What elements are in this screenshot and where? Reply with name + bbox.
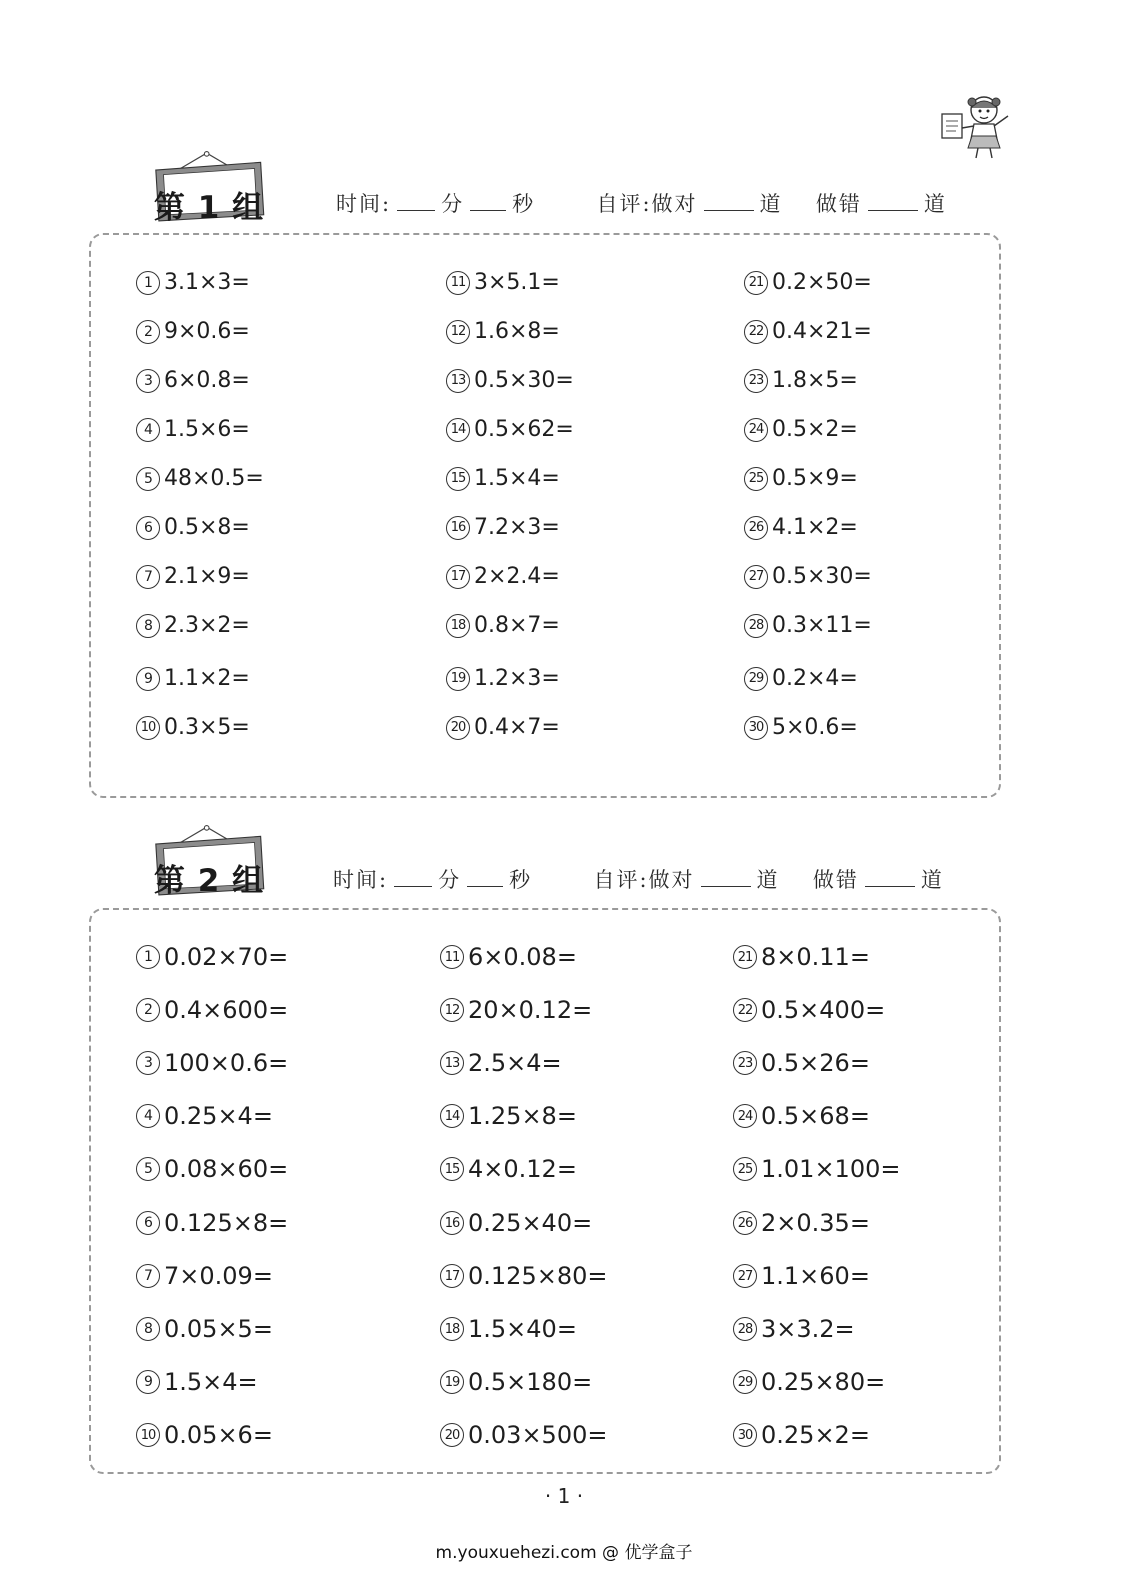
- problem-item: [744, 417, 858, 442]
- problem-item: [440, 1209, 592, 1237]
- problem-number: 29: [733, 1370, 757, 1394]
- problem-item: [446, 319, 560, 344]
- problem-item: [744, 515, 858, 540]
- score-header: [336, 188, 947, 218]
- problem-item: [136, 1049, 288, 1077]
- minutes-blank[interactable]: [394, 870, 432, 887]
- problem-item: [136, 1155, 288, 1183]
- problem-number: 7: [136, 1264, 160, 1288]
- correct-count-blank[interactable]: [701, 870, 751, 887]
- problem-expression: 3×5.1=: [474, 270, 560, 295]
- problem-number: 18: [446, 614, 470, 638]
- problem-expression: 1.01×100=: [761, 1155, 901, 1183]
- problem-expression: 4.1×2=: [772, 515, 858, 540]
- seconds-blank[interactable]: [467, 870, 503, 887]
- problem-expression: 1.1×60=: [761, 1262, 870, 1290]
- problem-item: [744, 270, 872, 295]
- problem-number: 4: [136, 418, 160, 442]
- problem-item: [446, 666, 560, 691]
- problem-item: [733, 943, 870, 971]
- problem-expression: 0.5×30=: [474, 368, 574, 393]
- problem-number: 14: [440, 1104, 464, 1128]
- problem-item: [136, 1368, 258, 1396]
- problem-item: [446, 715, 560, 740]
- problem-number: 13: [446, 369, 470, 393]
- problem-item: [446, 466, 560, 491]
- problem-number: 25: [733, 1157, 757, 1181]
- problem-number: 21: [733, 945, 757, 969]
- problem-expression: 5×0.6=: [772, 715, 858, 740]
- problem-expression: 0.05×6=: [164, 1421, 273, 1449]
- seconds-blank[interactable]: [470, 194, 506, 211]
- problem-expression: 0.5×68=: [761, 1102, 870, 1130]
- problem-number: 15: [440, 1157, 464, 1181]
- problem-expression: 1.2×3=: [474, 666, 560, 691]
- problem-expression: 1.8×5=: [772, 368, 858, 393]
- problem-number: 27: [733, 1264, 757, 1288]
- problem-expression: 7×0.09=: [164, 1262, 273, 1290]
- problem-item: [136, 319, 250, 344]
- problem-item: [446, 270, 560, 295]
- problem-number: 30: [744, 716, 768, 740]
- wrong-label: 做错: [812, 868, 859, 892]
- problem-expression: 0.5×62=: [474, 417, 574, 442]
- problem-number: 17: [446, 565, 470, 589]
- problem-expression: 0.3×11=: [772, 613, 872, 638]
- problem-item: [136, 1421, 273, 1449]
- problem-number: 23: [733, 1051, 757, 1075]
- problem-item: [136, 1102, 273, 1130]
- problem-item: [733, 1421, 870, 1449]
- problem-expression: 0.25×4=: [164, 1102, 273, 1130]
- problem-item: [136, 1209, 288, 1237]
- problem-item: [136, 515, 250, 540]
- problem-expression: 2×2.4=: [474, 564, 560, 589]
- problem-expression: 0.2×50=: [772, 270, 872, 295]
- problem-number: 4: [136, 1104, 160, 1128]
- unit-label: 道: [756, 868, 780, 892]
- second-label: 秒: [509, 868, 533, 892]
- page-number: · 1 ·: [544, 1484, 584, 1508]
- problem-expression: 1.6×8=: [474, 319, 560, 344]
- problem-expression: 2×0.35=: [761, 1209, 870, 1237]
- problem-expression: 0.4×21=: [772, 319, 872, 344]
- problem-item: [440, 1155, 577, 1183]
- problem-expression: 100×0.6=: [164, 1049, 289, 1077]
- problem-expression: 1.5×40=: [468, 1315, 577, 1343]
- problem-expression: 1.5×6=: [164, 417, 250, 442]
- problem-expression: 0.5×8=: [164, 515, 250, 540]
- problem-number: 16: [446, 516, 470, 540]
- problem-item: [733, 1368, 885, 1396]
- problem-number: 3: [136, 1051, 160, 1075]
- problem-number: 28: [733, 1317, 757, 1341]
- problem-item: [446, 417, 574, 442]
- problem-number: 1: [136, 945, 160, 969]
- problem-item: [440, 996, 592, 1024]
- problem-item: [136, 368, 250, 393]
- problem-item: [136, 1315, 273, 1343]
- problem-number: 16: [440, 1211, 464, 1235]
- problem-item: [744, 613, 872, 638]
- correct-count-blank[interactable]: [704, 194, 754, 211]
- wrong-label: 做错: [815, 192, 862, 216]
- problem-number: 2: [136, 320, 160, 344]
- problem-item: [440, 1368, 592, 1396]
- problem-expression: 1.5×4=: [474, 466, 560, 491]
- problem-item: [446, 368, 574, 393]
- problem-item: [446, 564, 560, 589]
- problem-item: [744, 319, 872, 344]
- problem-expression: 0.125×80=: [468, 1262, 608, 1290]
- problem-item: [136, 666, 250, 691]
- problem-expression: 0.3×5=: [164, 715, 250, 740]
- problem-expression: 0.5×400=: [761, 996, 886, 1024]
- problem-number: 20: [446, 716, 470, 740]
- problem-number: 6: [136, 1211, 160, 1235]
- problem-number: 29: [744, 667, 768, 691]
- problem-expression: 0.8×7=: [474, 613, 560, 638]
- problem-expression: 0.08×60=: [164, 1155, 289, 1183]
- problem-number: 1: [136, 271, 160, 295]
- problem-number: 23: [744, 369, 768, 393]
- problem-expression: 20×0.12=: [468, 996, 593, 1024]
- problem-number: 19: [440, 1370, 464, 1394]
- time-label: 时间:: [336, 192, 392, 216]
- problem-number: 13: [440, 1051, 464, 1075]
- problem-number: 8: [136, 1317, 160, 1341]
- problem-number: 26: [733, 1211, 757, 1235]
- wrong-count-blank[interactable]: [868, 194, 918, 211]
- problem-number: 8: [136, 614, 160, 638]
- wrong-count-blank[interactable]: [865, 870, 915, 887]
- problem-item: [733, 1155, 900, 1183]
- problem-expression: 6×0.08=: [468, 943, 577, 971]
- problem-number: 7: [136, 565, 160, 589]
- problem-item: [744, 368, 858, 393]
- problem-number: 21: [744, 271, 768, 295]
- problem-number: 15: [446, 467, 470, 491]
- problem-item: [733, 1262, 870, 1290]
- problem-item: [744, 666, 858, 691]
- problem-number: 6: [136, 516, 160, 540]
- problem-number: 9: [136, 667, 160, 691]
- problem-number: 19: [446, 667, 470, 691]
- problem-item: [136, 613, 250, 638]
- problem-item: [733, 1049, 870, 1077]
- problem-item: [136, 996, 288, 1024]
- problem-item: [744, 466, 858, 491]
- self-eval-label: 自评:做对: [596, 192, 698, 216]
- problem-expression: 2.1×9=: [164, 564, 250, 589]
- problem-expression: 0.5×30=: [772, 564, 872, 589]
- problem-number: 2: [136, 998, 160, 1022]
- problem-item: [446, 515, 560, 540]
- problem-expression: 0.125×8=: [164, 1209, 289, 1237]
- problem-number: 24: [733, 1104, 757, 1128]
- problem-number: 11: [446, 271, 470, 295]
- problem-expression: 1.1×2=: [164, 666, 250, 691]
- problem-expression: 3×3.2=: [761, 1315, 855, 1343]
- problem-expression: 1.5×4=: [164, 1368, 258, 1396]
- unit-label: 道: [759, 192, 783, 216]
- unit-label: 道: [920, 868, 944, 892]
- time-label: 时间:: [333, 868, 389, 892]
- minute-label: 分: [438, 868, 462, 892]
- problem-expression: 0.5×26=: [761, 1049, 870, 1077]
- problem-number: 22: [744, 320, 768, 344]
- problem-item: [136, 564, 250, 589]
- problem-number: 22: [733, 998, 757, 1022]
- problem-expression: 0.25×80=: [761, 1368, 886, 1396]
- problem-item: [136, 417, 250, 442]
- problem-expression: 0.2×4=: [772, 666, 858, 691]
- problem-expression: 0.25×40=: [468, 1209, 593, 1237]
- girl-mascot-icon: [938, 92, 1020, 164]
- score-header: [333, 864, 944, 894]
- problem-number: 26: [744, 516, 768, 540]
- problem-expression: 0.25×2=: [761, 1421, 870, 1449]
- problem-number: 5: [136, 467, 160, 491]
- second-label: 秒: [512, 192, 536, 216]
- problem-expression: 4×0.12=: [468, 1155, 577, 1183]
- problem-number: 24: [744, 418, 768, 442]
- group-title: 第 1 组: [153, 190, 265, 226]
- problem-expression: 0.5×9=: [772, 466, 858, 491]
- problem-item: [136, 1262, 273, 1290]
- problem-number: 17: [440, 1264, 464, 1288]
- problem-number: 25: [744, 467, 768, 491]
- problem-item: [440, 1102, 577, 1130]
- problem-number: 9: [136, 1370, 160, 1394]
- problem-item: [733, 1209, 870, 1237]
- problem-expression: 48×0.5=: [164, 466, 264, 491]
- problem-item: [136, 466, 264, 491]
- problem-item: [733, 1102, 870, 1130]
- problem-item: [136, 943, 288, 971]
- problem-item: [136, 270, 250, 295]
- problem-expression: 2.3×2=: [164, 613, 250, 638]
- group-title: 第 2 组: [153, 863, 265, 899]
- problem-number: 18: [440, 1317, 464, 1341]
- problem-expression: 7.2×3=: [474, 515, 560, 540]
- problem-item: [440, 1049, 562, 1077]
- minute-label: 分: [441, 192, 465, 216]
- problem-expression: 6×0.8=: [164, 368, 250, 393]
- problem-item: [440, 1421, 607, 1449]
- problem-expression: 0.03×500=: [468, 1421, 608, 1449]
- problem-expression: 0.4×600=: [164, 996, 289, 1024]
- problem-expression: 3.1×3=: [164, 270, 250, 295]
- problem-number: 10: [136, 1423, 160, 1447]
- problem-expression: 2.5×4=: [468, 1049, 562, 1077]
- problem-number: 3: [136, 369, 160, 393]
- problem-expression: 0.05×5=: [164, 1315, 273, 1343]
- problem-expression: 0.5×2=: [772, 417, 858, 442]
- problem-expression: 0.02×70=: [164, 943, 289, 971]
- problem-number: 12: [446, 320, 470, 344]
- problem-item: [733, 1315, 855, 1343]
- problem-item: [440, 1315, 577, 1343]
- problem-item: [440, 943, 577, 971]
- problem-expression: 0.4×7=: [474, 715, 560, 740]
- problem-item: [440, 1262, 607, 1290]
- problem-item: [733, 996, 885, 1024]
- problem-number: 12: [440, 998, 464, 1022]
- problem-number: 30: [733, 1423, 757, 1447]
- problem-number: 20: [440, 1423, 464, 1447]
- problem-item: [744, 715, 858, 740]
- problem-item: [446, 613, 560, 638]
- problem-item: [136, 715, 250, 740]
- problem-expression: 8×0.11=: [761, 943, 870, 971]
- problem-expression: 9×0.6=: [164, 319, 250, 344]
- source-url: m.youxuehezi.com @ 优学盒子: [435, 1543, 693, 1563]
- problem-number: 14: [446, 418, 470, 442]
- problem-number: 11: [440, 945, 464, 969]
- problem-number: 27: [744, 565, 768, 589]
- problem-number: 5: [136, 1157, 160, 1181]
- problem-number: 10: [136, 716, 160, 740]
- minutes-blank[interactable]: [397, 194, 435, 211]
- problem-number: 28: [744, 614, 768, 638]
- problem-expression: 0.5×180=: [468, 1368, 593, 1396]
- problem-item: [744, 564, 872, 589]
- self-eval-label: 自评:做对: [593, 868, 695, 892]
- unit-label: 道: [923, 192, 947, 216]
- problem-expression: 1.25×8=: [468, 1102, 577, 1130]
